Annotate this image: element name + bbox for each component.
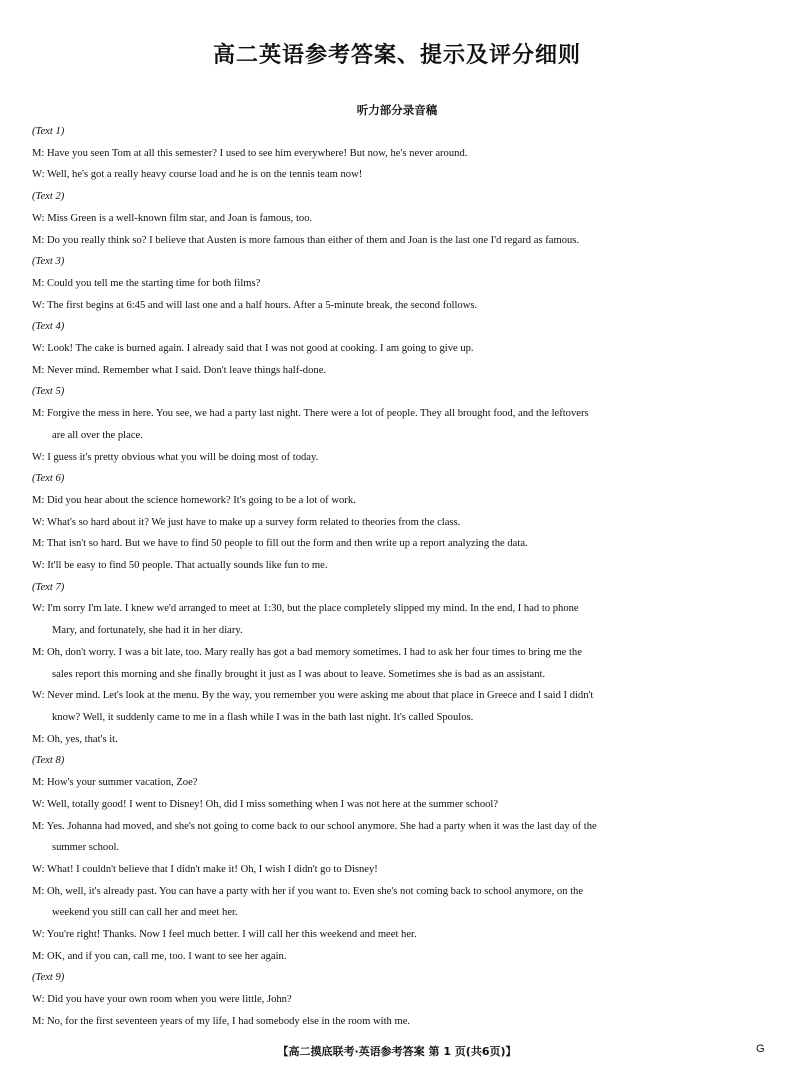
text-marker: (Text 8) [32, 755, 65, 767]
transcript-line: M: Could you tell me the starting time for both films? [32, 277, 261, 289]
transcript-line: M: Yes. Johanna had moved, and she's not going to come back to our school anymore. She had a party when it was the last day of the [32, 820, 597, 832]
transcript-line: W: What! I couldn't believe that I didn't make it! Oh, I wish I didn't go to Disney! [32, 863, 378, 875]
transcript-line: M: How's your summer vacation, Zoe? [32, 777, 198, 789]
transcript-line: W: What's so hard about it? We just have to make up a survey form related to theories from the class. [32, 516, 461, 528]
text-marker: (Text 7) [32, 581, 65, 593]
document-title: 高二英语参考答案、提示及评分细则 [212, 43, 581, 68]
transcript-line: M: Forgive the mess in here. You see, we had a party last night. There were a lot of people. They all brought food, and the leftovers [32, 408, 589, 420]
text-marker: (Text 6) [32, 473, 65, 485]
section-title: 听力部分录音稿 [356, 103, 438, 117]
transcript-line: Mary, and fortunately, she had it in her diary. [52, 625, 243, 637]
transcript-line: are all over the place. [52, 429, 143, 441]
transcript-line: M: Oh, don't worry. I was a bit late, too. Mary really has got a bad memory sometimes. I had to ask her four times to bring me the [32, 646, 582, 658]
transcript-line: W: Well, he's got a really heavy course load and he is on the tennis team now! [32, 169, 363, 181]
transcript-line: M: Do you really think so? I believe that Austen is more famous than either of them and Joan is the last one I'd regard as famous. [32, 234, 580, 246]
transcript-line: sales report this morning and she finally brought it just as I was about to leave. Sometimes she is bad as an assistant. [52, 668, 546, 680]
text-marker: (Text 3) [32, 256, 65, 268]
paper-code: G [756, 1043, 765, 1055]
transcript-line: M: Have you seen Tom at all this semester? I used to see him everywhere! But now, he's never around. [32, 147, 468, 159]
text-marker: (Text 1) [32, 126, 65, 137]
transcript-line: M: Did you hear about the science homework? It's going to be a lot of work. [32, 494, 356, 506]
transcript-line: know? Well, it suddenly came to me in a flash while I was in the bath last night. It's called Spoulos. [52, 711, 474, 723]
transcript-line: W: You're right! Thanks. Now I feel much better. I will call her this weekend and meet her. [32, 929, 417, 941]
text-marker: (Text 5) [32, 386, 65, 398]
transcript-line: weekend you still can call her and meet her. [52, 907, 238, 919]
transcript-line: W: The first begins at 6:45 and will last one and a half hours. After a 5-minute break, the second follows. [32, 299, 478, 311]
text-marker: (Text 2) [32, 191, 65, 203]
transcript-line: W: Well, totally good! I went to Disney! Oh, did I miss something when I was not here at the summer school? [32, 798, 499, 810]
transcript-line: M: No, for the first seventeen years of my life, I had somebody else in the room with me. [32, 1015, 411, 1027]
transcript-line: W: It'll be easy to find 50 people. That actually sounds like fun to me. [32, 560, 328, 572]
page-footer: 【高二摸底联考·英语参考答案 第 1 页(共6页)】 [277, 1045, 517, 1058]
transcript-line: W: Did you have your own room when you were little, John? [32, 994, 292, 1006]
text-marker: (Text 4) [32, 321, 65, 333]
transcript-body [32, 121, 770, 1033]
transcript-line: M: OK, and if you can, call me, too. I want to see her again. [32, 950, 287, 962]
transcript-line: W: Look! The cake is burned again. I already said that I was not good at cooking. I am going to give up. [32, 343, 474, 355]
transcript-line: W: I guess it's pretty obvious what you will be doing most of today. [32, 451, 319, 463]
transcript-line: W: Miss Green is a well-known film star, and Joan is famous, too. [32, 212, 313, 224]
transcript-line: M: That isn't so hard. But we have to find 50 people to fill out the form and then write up a report analyzing the data. [32, 538, 528, 550]
text-marker: (Text 9) [32, 972, 65, 984]
transcript-line: M: Never mind. Remember what I said. Don't leave things half-done. [32, 364, 327, 376]
transcript-line: summer school. [52, 842, 120, 854]
transcript-line: W: I'm sorry I'm late. I knew we'd arranged to meet at 1:30, but the place completely slipped my mind. In the end, I had to phone [32, 603, 579, 615]
transcript-line: M: Oh, yes, that's it. [32, 733, 118, 745]
transcript-line: M: Oh, well, it's already past. You can have a party with her if you want to. Even she's not coming back to school anymore, on the [32, 885, 584, 897]
transcript-line: W: Never mind. Let's look at the menu. By the way, you remember you were asking me about that place in Greece and I said I didn't [32, 690, 594, 702]
